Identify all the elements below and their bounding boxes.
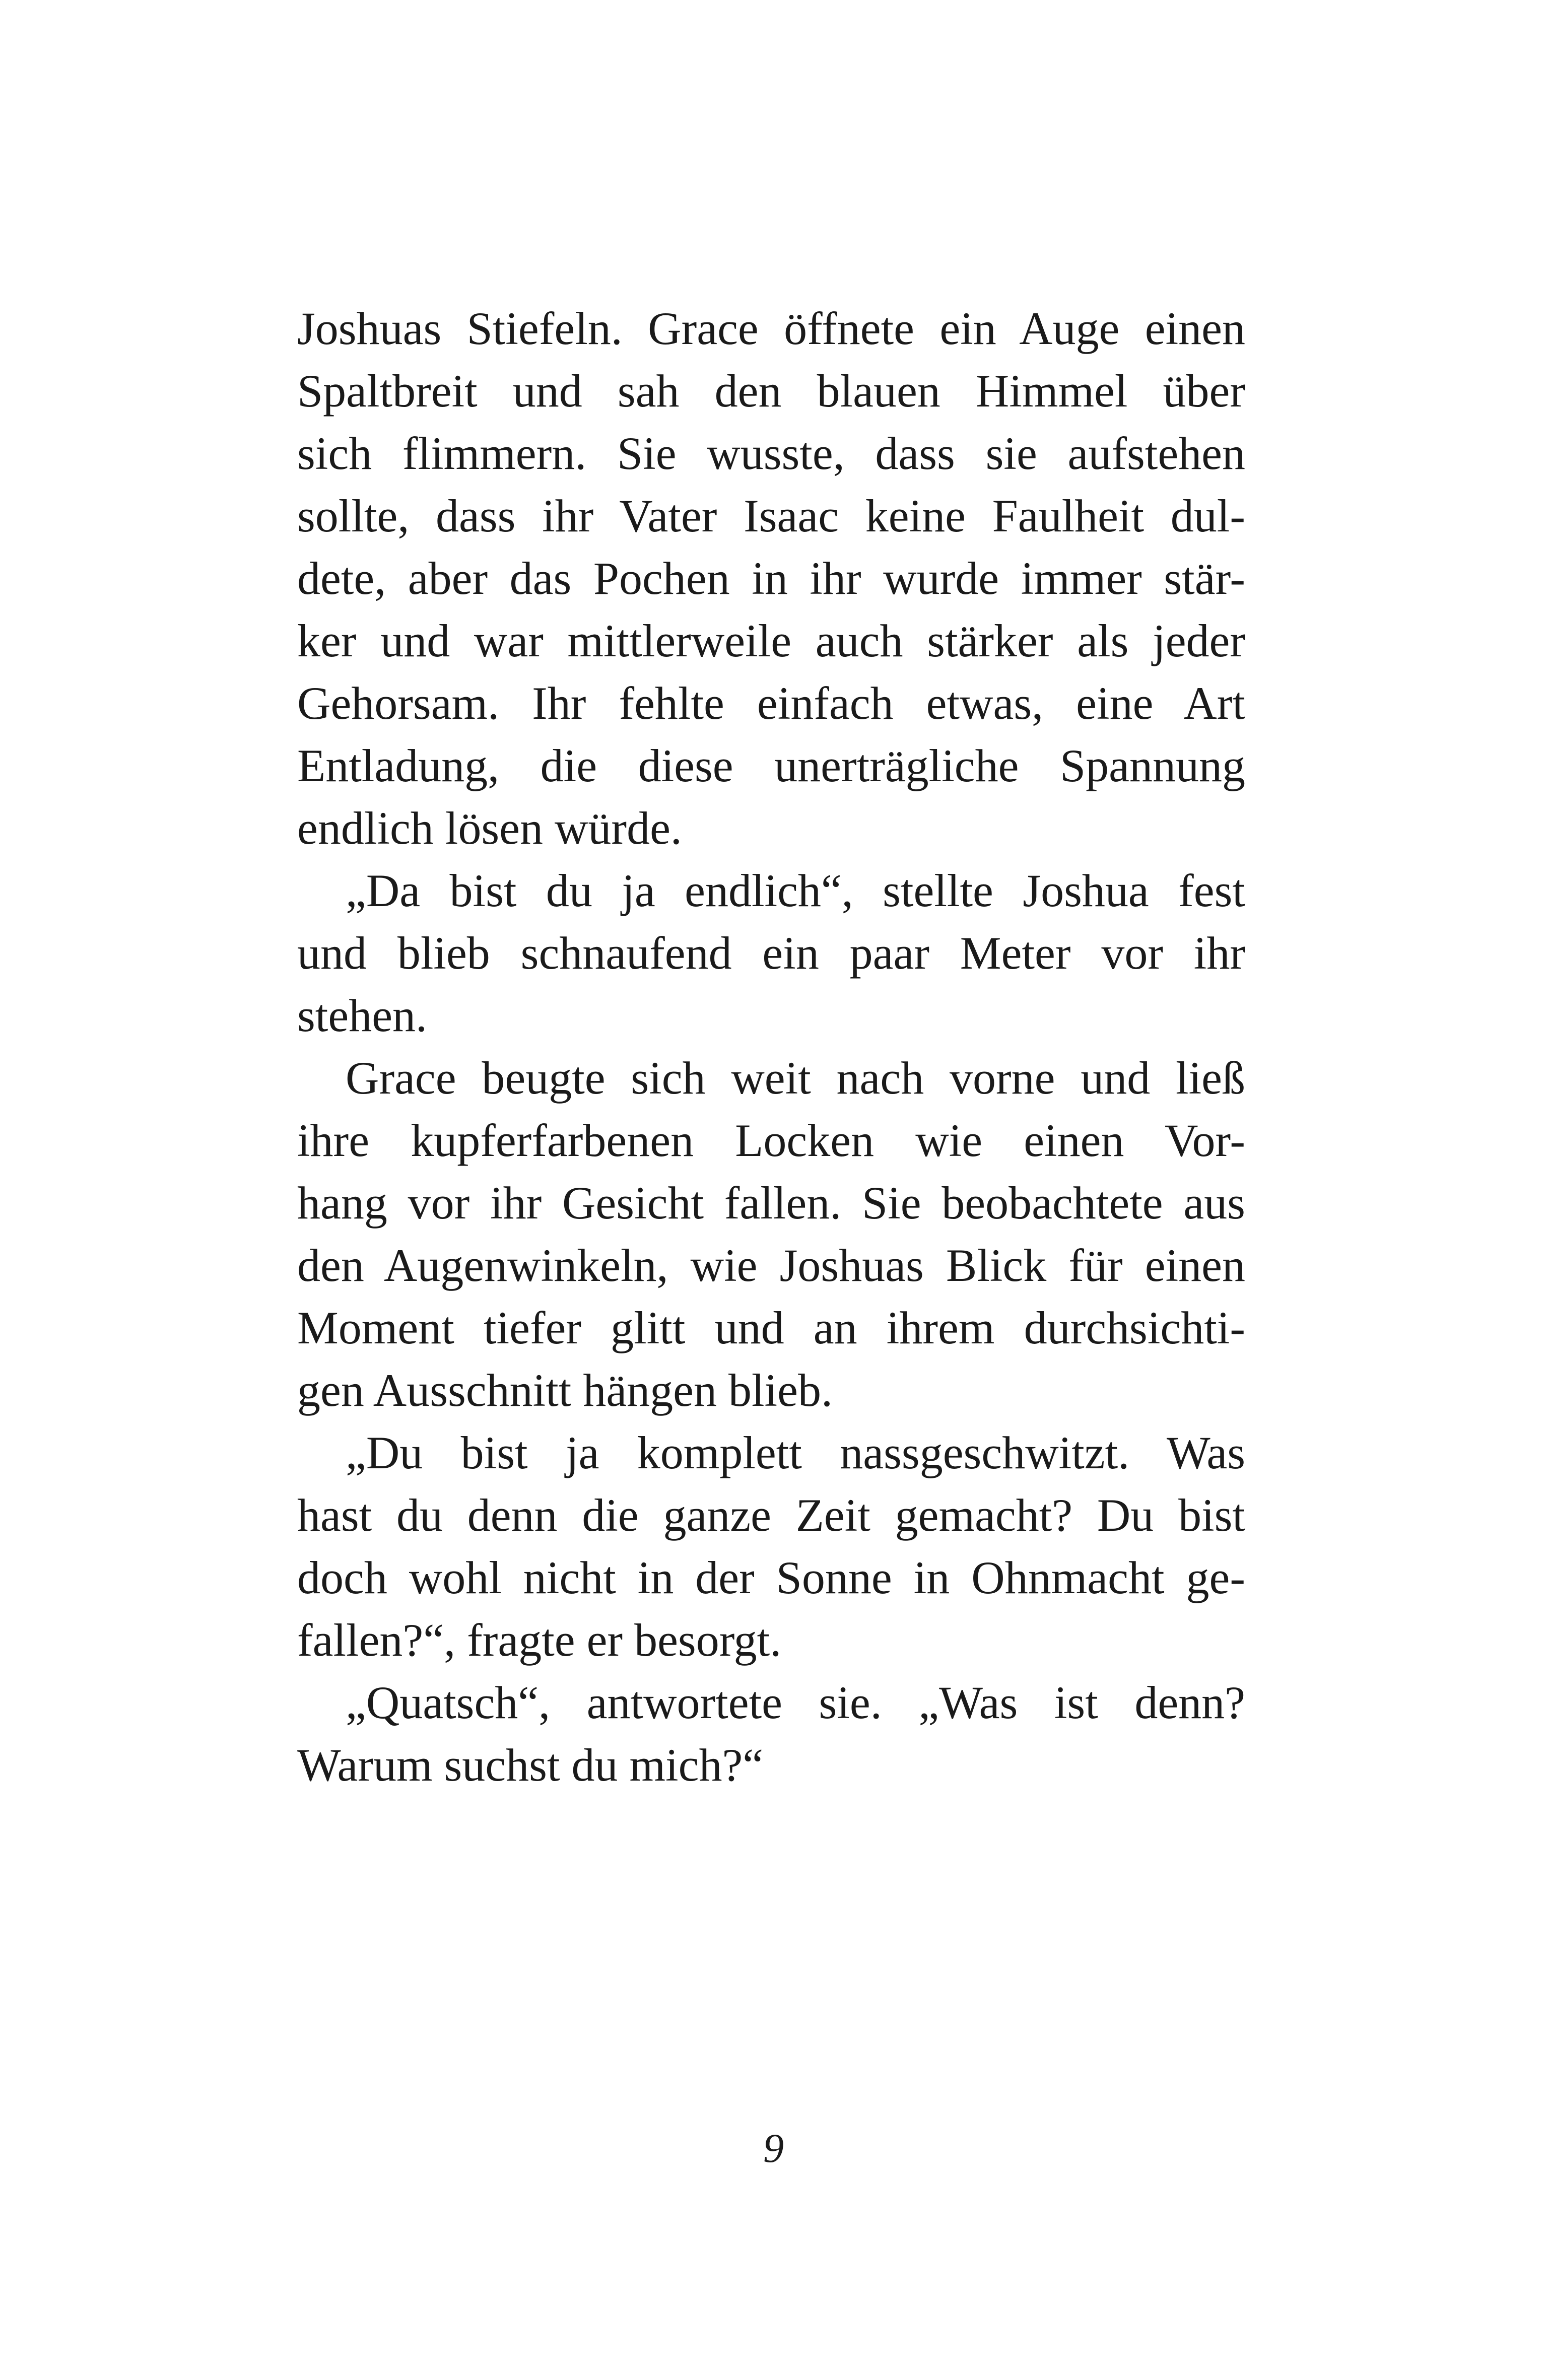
body-text [297,297,1245,1796]
text-line: gen Ausschnitt hängen blieb. [297,1365,833,1416]
text-line: doch wohl nicht in der Sonne in Ohnmacht ge- [297,1552,1245,1603]
text-line: „Da bist du ja endlich“, stellte Joshua fest [346,865,1245,916]
page-number: 9 [763,2125,784,2171]
text-line: hast du denn die ganze Zeit gemacht? Du bist [297,1489,1245,1541]
text-line: hang vor ihr Gesicht fallen. Sie beobachtete aus [297,1177,1245,1229]
text-line: „Quatsch“, antwortete sie. „Was ist denn? [346,1677,1245,1728]
text-line: Warum suchst du mich?“ [297,1739,764,1791]
text-line: sollte, dass ihr Vater Isaac keine Faulheit dul- [297,490,1245,541]
text-line: Joshuas Stiefeln. Grace öffnete ein Auge einen [297,303,1245,354]
text-line: den Augenwinkeln, wie Joshuas Blick für einen [297,1240,1245,1291]
text-line: ker und war mittlerweile auch stärker als jeder [297,615,1245,666]
text-line: endlich lösen würde. [297,802,682,854]
text-line: Moment tiefer glitt und an ihrem durchsichti- [297,1302,1245,1353]
text-line: „Du bist ja komplett nassgeschwitzt. Was [346,1427,1245,1478]
text-line: ihre kupferfarbenen Locken wie einen Vor- [297,1115,1245,1166]
text-line: dete, aber das Pochen in ihr wurde immer stär- [297,553,1245,604]
text-line: und blieb schnaufend ein paar Meter vor ihr [297,927,1245,979]
text-line: fallen?“, fragte er besorgt. [297,1614,782,1666]
text-line: stehen. [297,990,428,1041]
text-line: Entladung, die diese unerträgliche Spannung [297,740,1245,791]
text-line: Spaltbreit und sah den blauen Himmel über [297,365,1245,417]
text-line: sich flimmern. Sie wusste, dass sie aufstehen [297,428,1245,479]
text-line: Grace beugte sich weit nach vorne und ließ [346,1052,1245,1104]
text-line: Gehorsam. Ihr fehlte einfach etwas, eine Art [297,677,1245,729]
